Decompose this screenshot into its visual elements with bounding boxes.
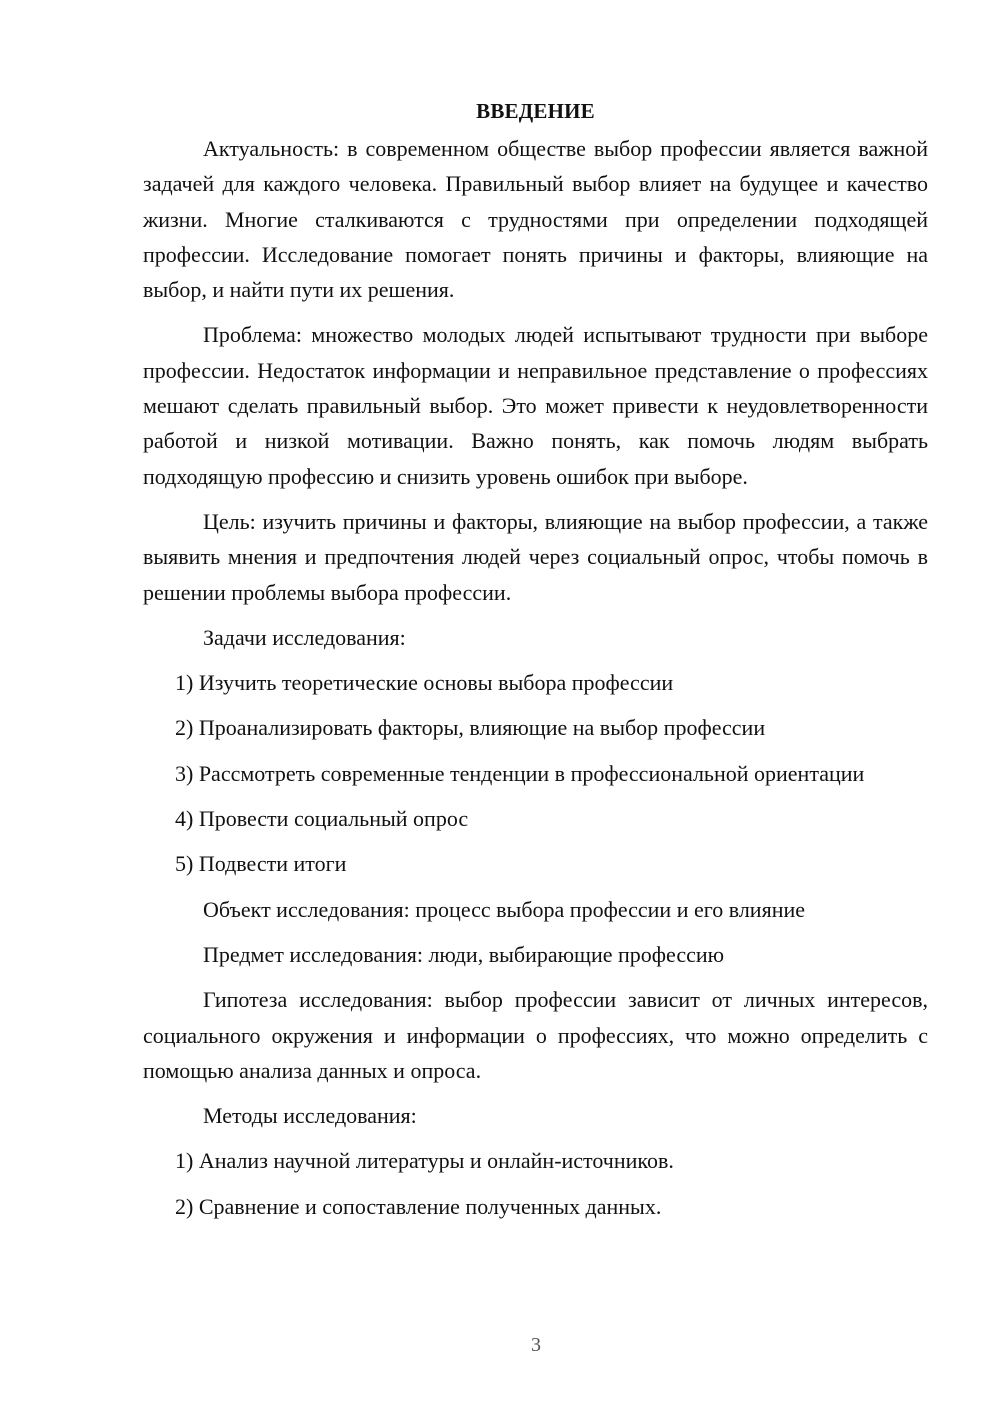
task-item-5: 5) Подвести итоги <box>175 851 347 877</box>
goal-paragraph: Цель: изучить причины и факторы, влияющие на выбор профессии, а также выявить мнения и предпочтения людей через социальный опрос, чтобы помочь в решении проблемы выбора профессии. <box>143 508 928 605</box>
problem-paragraph: Проблема: множество молодых людей испытывают трудности при выборе профессии. Недостаток информации и неправильное представление о профессиях мешают сделать правильный выбор. Это может привести к неудовлетворенности работой и низкой мотивации. Важно понять, как помочь людям выбрать подходящую профессию и снизить уровень ошибок при выборе. <box>143 322 928 489</box>
page-number: 3 <box>531 1334 541 1356</box>
method-item-2: 2) Сравнение и сопоставление полученных данных. <box>175 1193 662 1219</box>
relevance-paragraph: Актуальность: в современном обществе выбор профессии является важной задачей для каждого человека. Правильный выбор влияет на будущее и качество жизни. Многие сталкиваются с трудностями при определении подходящей профессии. Исследование помогает понять причины и факторы, влияющие на выбор, и найти пути их решения. <box>143 136 928 303</box>
task-item-2: 2) Проанализировать факторы, влияющие на выбор профессии <box>175 715 766 741</box>
research-object: Объект исследования: процесс выбора профессии и его влияние <box>203 896 806 922</box>
method-item-1: 1) Анализ научной литературы и онлайн-источников. <box>175 1148 674 1174</box>
methods-heading: Методы исследования: <box>203 1103 417 1129</box>
page-body <box>143 96 928 1234</box>
section-title: ВВЕДЕНИЕ <box>476 99 595 123</box>
research-subject: Предмет исследования: люди, выбирающие профессию <box>203 941 725 967</box>
task-item-3: 3) Рассмотреть современные тенденции в профессиональной ориентации <box>175 760 865 786</box>
task-item-1: 1) Изучить теоретические основы выбора профессии <box>175 670 674 696</box>
task-item-4: 4) Провести социальный опрос <box>175 806 469 832</box>
hypothesis-paragraph: Гипотеза исследования: выбор профессии зависит от личных интересов, социального окружения и информации о профессиях, что можно определить с помощью анализа данных и опроса. <box>143 987 928 1083</box>
tasks-heading: Задачи исследования: <box>203 624 406 650</box>
